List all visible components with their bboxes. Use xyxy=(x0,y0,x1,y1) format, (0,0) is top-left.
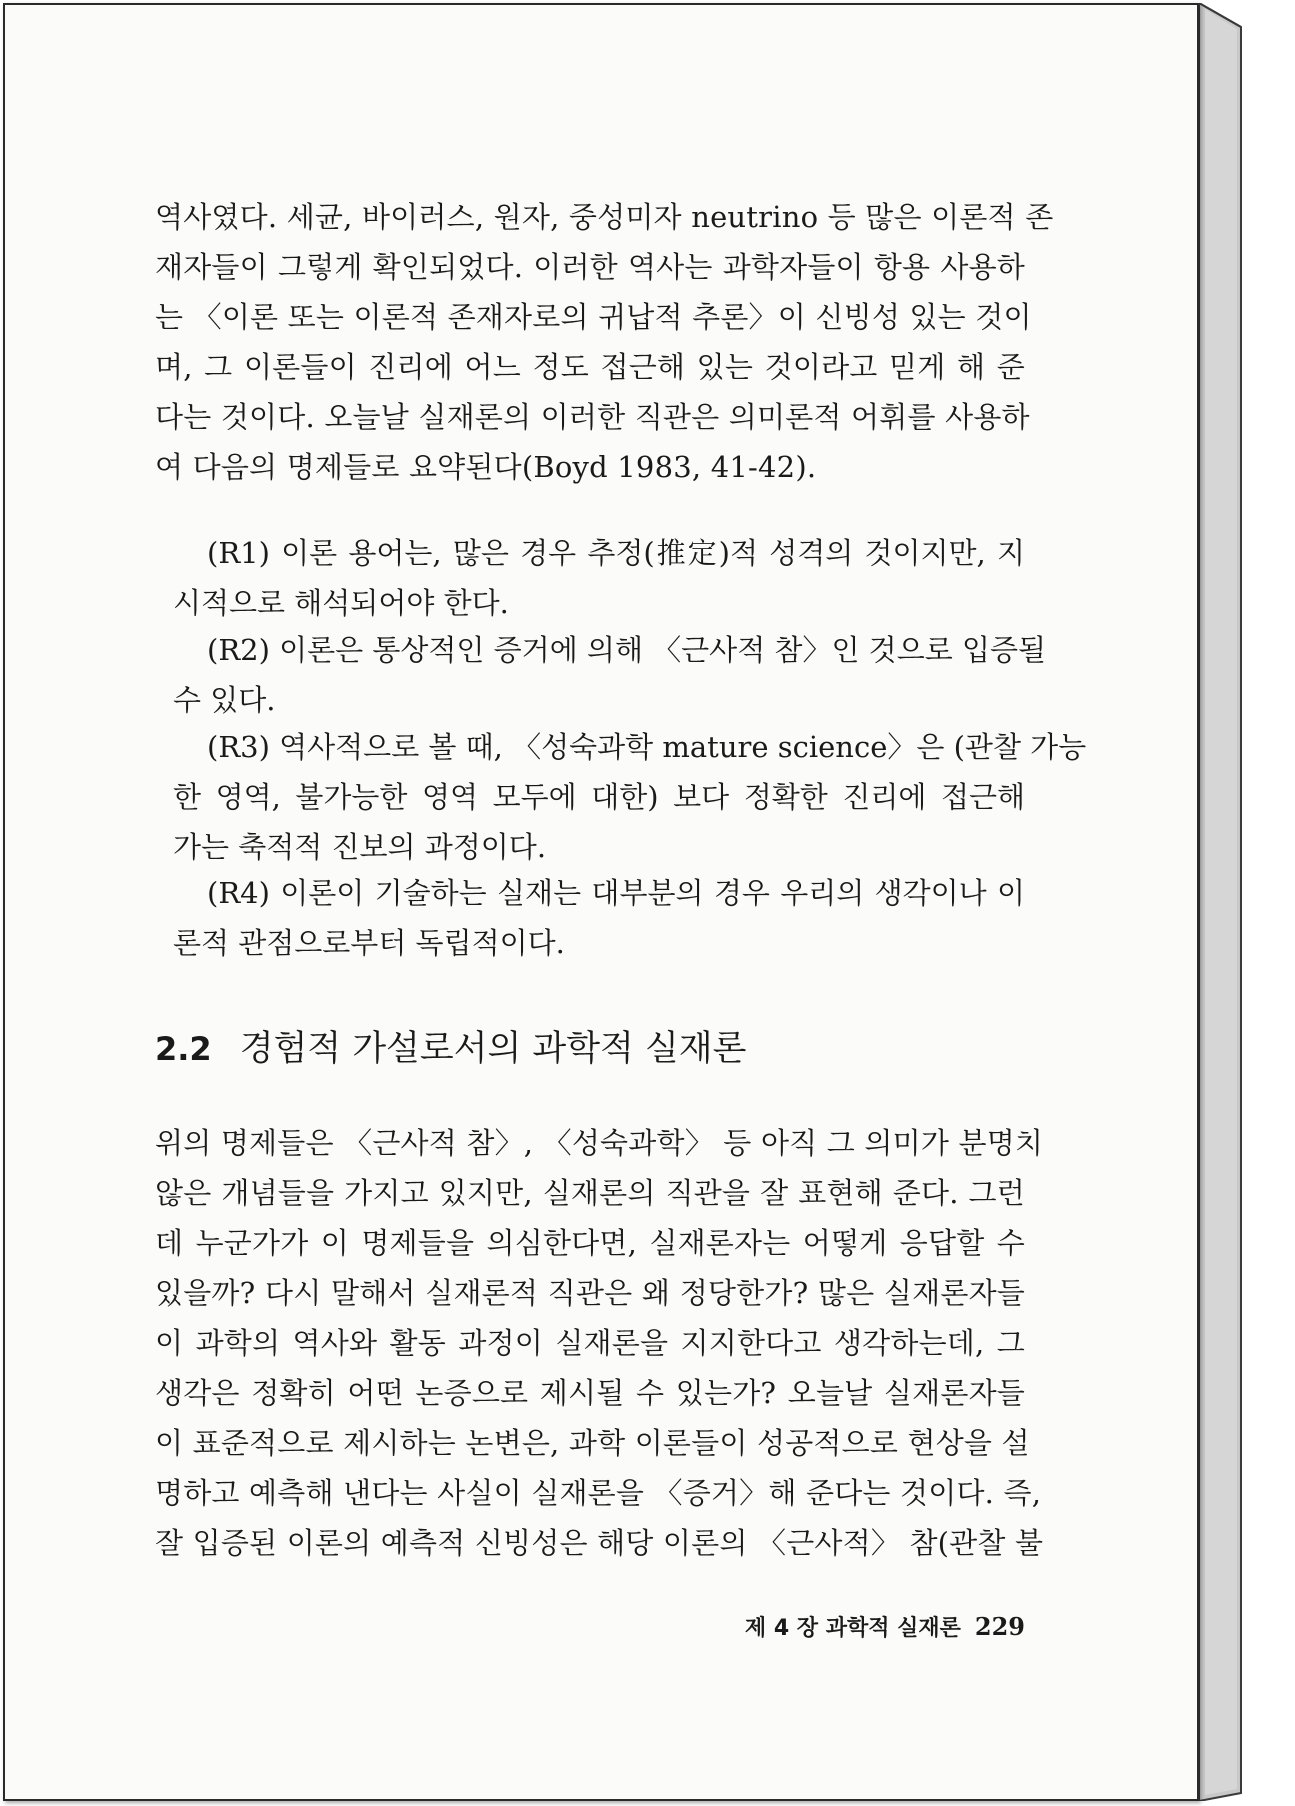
proposition-line: (R2) 이론은 통상적인 증거에 의해 〈근사적 참〉인 것으로 입증될 xyxy=(207,633,1046,667)
text-line: 이 표준적으로 제시하는 논변은, 과학 이론들이 성공적으로 현상을 설 xyxy=(155,1426,1030,1460)
proposition-line: (R3) 역사적으로 볼 때, 〈성숙과학 mature science〉은 (관찰 가능 xyxy=(207,730,1087,764)
text-line: 여 다음의 명제들로 요약된다(Boyd 1983, 41-42). xyxy=(155,450,817,484)
text-line: 다는 것이다. 오늘날 실재론의 이러한 직관은 의미론적 어휘를 사용하 xyxy=(155,400,1030,434)
text-line: 있을까? 다시 말해서 실재론적 직관은 왜 정당한가? 많은 실재론자들 xyxy=(155,1276,1025,1310)
proposition-line: (R4) 이론이 기술하는 실재는 대부분의 경우 우리의 생각이나 이 xyxy=(207,876,1025,910)
text-line: 는 〈이론 또는 이론적 존재자로의 귀납적 추론〉이 신빙성 있는 것이 xyxy=(155,300,1032,334)
proposition-r2 xyxy=(155,625,1046,725)
proposition-r4 xyxy=(155,868,1025,968)
proposition-r3 xyxy=(155,722,1087,872)
section-number: 2.2 xyxy=(155,1030,212,1068)
text-line: 재자들이 그렇게 확인되었다. 이러한 역사는 과학자들이 항용 사용하 xyxy=(155,250,1025,284)
section-title: 경험적 가설로서의 과학적 실재론 xyxy=(239,1029,747,1069)
text-line: 생각은 정확히 어떤 논증으로 제시될 수 있는가? 오늘날 실재론자들 xyxy=(155,1376,1025,1410)
text-line: 않은 개념들을 가지고 있지만, 실재론의 직관을 잘 표현해 준다. 그런 xyxy=(155,1176,1025,1210)
text-line: 며, 그 이론들이 진리에 어느 정도 접근해 있는 것이라고 믿게 해 준 xyxy=(155,350,1025,384)
text-line: 이 과학의 역사와 활동 과정이 실재론을 지지한다고 생각하는데, 그 xyxy=(155,1326,1025,1360)
text-line: 명하고 예측해 낸다는 사실이 실재론을 〈증거〉해 준다는 것이다. 즉, xyxy=(155,1476,1042,1510)
intro-paragraph xyxy=(155,192,1054,492)
page xyxy=(3,3,1199,1801)
running-footer xyxy=(155,1610,1025,1646)
proposition-r1 xyxy=(155,528,1025,628)
proposition-continuation-line: 시적으로 해석되어야 한다. xyxy=(173,586,509,620)
page-content xyxy=(155,5,1087,1795)
proposition-continuation-line: 한 영역, 불가능한 영역 모두에 대한) 보다 정확한 진리에 접근해 xyxy=(173,780,1025,814)
text-line: 잘 입증된 이론의 예측적 신빙성은 해당 이론의 〈근사적〉 참(관찰 불 xyxy=(155,1526,1044,1560)
text-line: 위의 명제들은 〈근사적 참〉, 〈성숙과학〉 등 아직 그 의미가 분명치 xyxy=(155,1126,1044,1160)
page-stack-edge xyxy=(1199,3,1249,1801)
proposition-continuation-line: 가는 축적적 진보의 과정이다. xyxy=(173,830,547,864)
text-line: 역사였다. 세균, 바이러스, 원자, 중성미자 neutrino 등 많은 이론적 존 xyxy=(155,200,1054,234)
chapter-title: 제 4 장 과학적 실재론 xyxy=(744,1616,961,1641)
text-line: 데 누군가가 이 명제들을 의심한다면, 실재론자는 어떻게 응답할 수 xyxy=(155,1226,1025,1260)
page-number: 229 xyxy=(974,1612,1025,1641)
main-paragraph xyxy=(155,1118,1044,1568)
proposition-continuation-line: 론적 관점으로부터 독립적이다. xyxy=(173,926,565,960)
proposition-line: (R1) 이론 용어는, 많은 경우 추정(推定)적 성격의 것이지만, 지 xyxy=(207,536,1025,570)
proposition-continuation-line: 수 있다. xyxy=(173,683,276,717)
section-heading xyxy=(155,1021,1025,1077)
